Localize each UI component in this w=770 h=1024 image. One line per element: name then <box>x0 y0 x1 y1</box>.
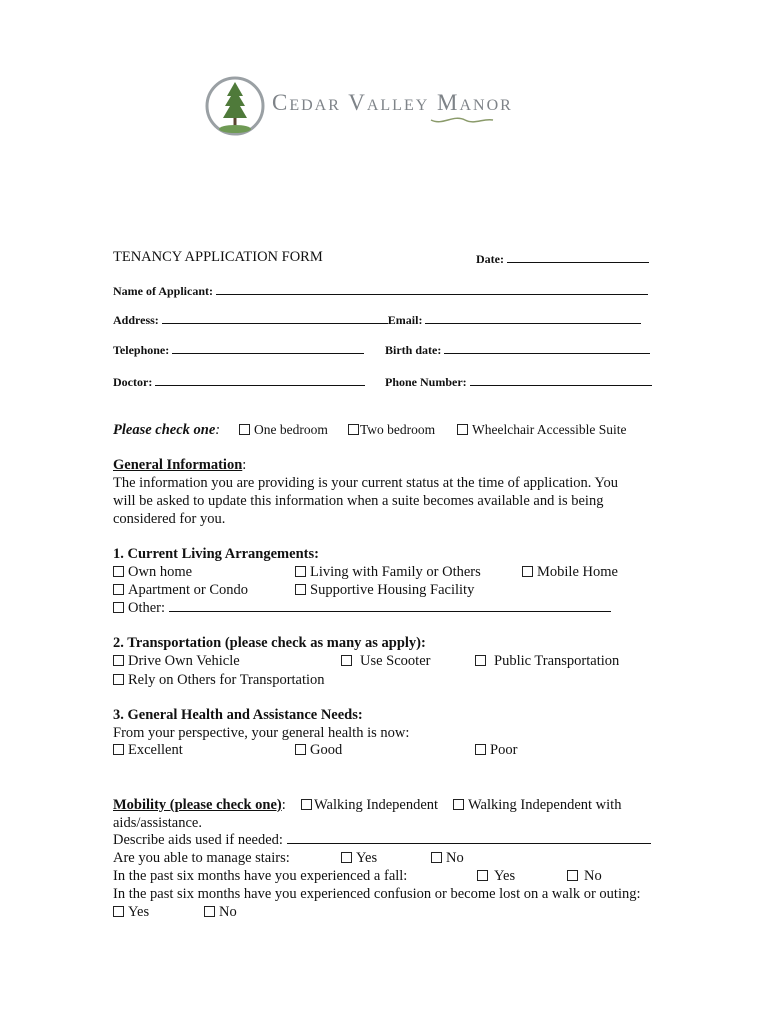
checkbox-icon[interactable] <box>348 424 359 435</box>
telephone-field[interactable] <box>172 342 364 354</box>
checkbox-icon[interactable] <box>204 906 215 917</box>
checkbox-icon[interactable] <box>239 424 250 435</box>
transport-drive[interactable]: Drive Own Vehicle <box>113 653 240 670</box>
checkbox-icon[interactable] <box>295 584 306 595</box>
address-field[interactable] <box>162 312 388 324</box>
living-family[interactable]: Living with Family or Others <box>295 564 481 581</box>
stairs-question: Are you able to manage stairs: <box>113 850 290 866</box>
checkbox-icon[interactable] <box>113 906 124 917</box>
describe-aids-field[interactable] <box>287 832 651 844</box>
living-mobile-home[interactable]: Mobile Home <box>522 564 618 581</box>
birth-date-field[interactable] <box>444 342 650 354</box>
mobility-walking-with-aids[interactable]: Walking Independent with <box>453 797 621 814</box>
birth-date-label: Birth date: <box>385 343 442 357</box>
form-title: TENANCY APPLICATION FORM <box>113 249 323 265</box>
checkbox-icon[interactable] <box>113 674 124 685</box>
mobility-aids-continued: aids/assistance. <box>113 815 202 831</box>
general-info-line-3: considered for you. <box>113 511 226 527</box>
email-label: Email: <box>387 313 423 327</box>
address-label: Address: <box>113 313 159 327</box>
transport-public[interactable]: Public Transportation <box>475 653 619 670</box>
checkbox-icon[interactable] <box>475 744 486 755</box>
transport-scooter[interactable]: Use Scooter <box>341 653 430 670</box>
doctor-field[interactable] <box>155 374 365 386</box>
checkbox-icon[interactable] <box>431 852 442 863</box>
suite-option-one-bedroom[interactable]: One bedroom <box>239 422 328 438</box>
checkbox-icon[interactable] <box>477 870 488 881</box>
transport-heading: 2. Transportation (please check as many as apply): <box>113 635 426 651</box>
suite-option-two-bedroom[interactable]: Two bedroom <box>348 422 435 438</box>
health-prompt: From your perspective, your general health is now: <box>113 725 410 741</box>
health-heading: 3. General Health and Assistance Needs: <box>113 707 363 723</box>
general-info-line-2: will be asked to update this information when a suite becomes available and is being <box>113 493 604 509</box>
checkbox-icon[interactable] <box>113 602 124 613</box>
confusion-question: In the past six months have you experienced confusion or become lost on a walk or outing: <box>113 886 641 902</box>
fall-question: In the past six months have you experienced a fall: <box>113 868 408 884</box>
checkbox-icon[interactable] <box>341 852 352 863</box>
confusion-no[interactable]: No <box>204 904 237 921</box>
checkbox-icon[interactable] <box>113 655 124 666</box>
checkbox-icon[interactable] <box>453 799 464 810</box>
doctor-label: Doctor: <box>113 375 153 389</box>
living-other[interactable]: Other: <box>113 600 611 617</box>
health-good[interactable]: Good <box>295 742 342 759</box>
general-info-heading: General Information <box>113 457 243 473</box>
living-apartment[interactable]: Apartment or Condo <box>113 582 248 599</box>
name-label: Name of Applicant: <box>113 284 213 298</box>
phone-number-field[interactable] <box>470 374 652 386</box>
confusion-yes[interactable]: Yes <box>113 904 149 921</box>
suite-option-wheelchair[interactable]: Wheelchair Accessible Suite <box>457 422 626 438</box>
checkbox-icon[interactable] <box>113 744 124 755</box>
phone-number-label: Phone Number: <box>385 375 467 389</box>
stairs-no[interactable]: No <box>431 850 464 867</box>
checkbox-icon[interactable] <box>113 584 124 595</box>
checkbox-icon[interactable] <box>113 566 124 577</box>
living-supportive[interactable]: Supportive Housing Facility <box>295 582 474 599</box>
fall-no[interactable]: No <box>567 868 602 885</box>
date-field[interactable] <box>507 251 649 263</box>
general-info-line-1: The information you are providing is your current status at the time of application. You <box>113 475 618 491</box>
living-own-home[interactable]: Own home <box>113 564 192 581</box>
checkbox-icon[interactable] <box>457 424 468 435</box>
living-heading: 1. Current Living Arrangements: <box>113 546 319 562</box>
name-field[interactable] <box>216 283 648 295</box>
checkbox-icon[interactable] <box>475 655 486 666</box>
checkbox-icon[interactable] <box>295 566 306 577</box>
date-label: Date: <box>476 252 504 266</box>
health-poor[interactable]: Poor <box>475 742 517 759</box>
cedar-tree-icon <box>219 82 251 133</box>
checkbox-icon[interactable] <box>301 799 312 810</box>
suite-prompt: Please check one <box>113 422 216 438</box>
checkbox-icon[interactable] <box>341 655 352 666</box>
transport-rely[interactable]: Rely on Others for Transportation <box>113 672 325 689</box>
mobility-walking-independent[interactable]: Walking Independent <box>301 797 438 814</box>
checkbox-icon[interactable] <box>522 566 533 577</box>
stairs-yes[interactable]: Yes <box>341 850 377 867</box>
checkbox-icon[interactable] <box>295 744 306 755</box>
mobility-heading: Mobility (please check one) <box>113 797 282 813</box>
fall-yes[interactable]: Yes <box>477 868 515 885</box>
living-other-field[interactable] <box>169 600 611 612</box>
telephone-label: Telephone: <box>113 343 170 357</box>
brand-name: Cedar Valley Manor <box>272 90 513 115</box>
describe-aids-label: Describe aids used if needed: <box>113 832 283 848</box>
health-excellent[interactable]: Excellent <box>113 742 183 759</box>
checkbox-icon[interactable] <box>567 870 578 881</box>
email-field[interactable] <box>425 312 641 324</box>
